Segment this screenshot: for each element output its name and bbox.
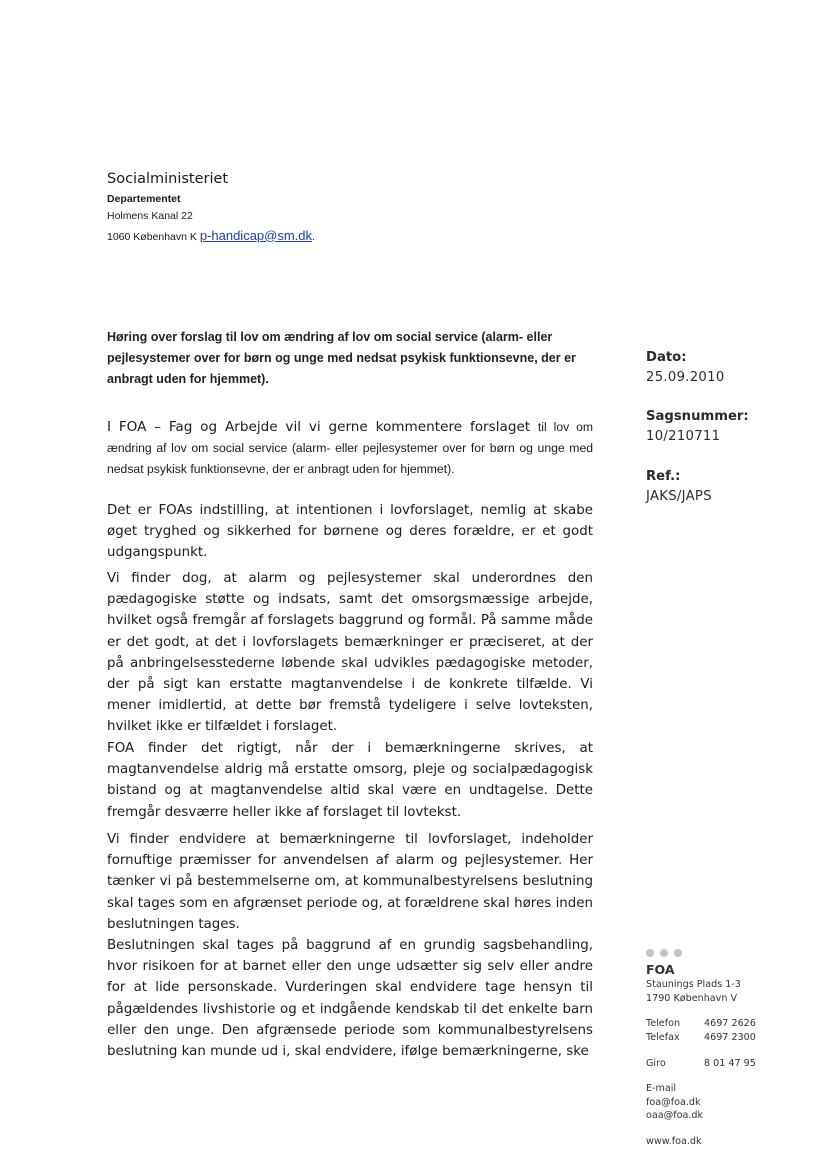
- intro-lead: I FOA – Fag og Arbejde vil vi gerne kommentere forslaget: [107, 419, 531, 435]
- reference-value: JAKS/JAPS: [646, 489, 712, 504]
- recipient-department: Departementet: [107, 192, 181, 205]
- recipient-city: 1060 København K: [107, 230, 197, 243]
- meta-date: [646, 350, 725, 385]
- meta-reference: [646, 469, 712, 504]
- date-label: Dato:: [646, 350, 687, 365]
- sender-giro: [646, 1057, 756, 1071]
- giro-label: Giro: [646, 1058, 666, 1069]
- logo-dot: [660, 949, 668, 957]
- case-number-label: Sagsnummer:: [646, 409, 749, 424]
- phone-label: Telefon: [646, 1018, 681, 1029]
- body-paragraph-4: Vi finder endvidere at bemærkningerne til lovforslaget, indeholder fornuftige præmisser for anvendelsen af alarm og pejlesystemer. Her tænker vi på bestemmelserne om, at kommunalbestyrelsens beslutning skal tages som en afgrænset periode og, at forældrene skal høres inden beslutningen tages.: [107, 832, 593, 932]
- fax-row: [646, 1031, 756, 1045]
- recipient-street: Holmens Kanal 22: [107, 210, 193, 222]
- reference-label: Ref.:: [646, 469, 681, 484]
- giro-row: [646, 1057, 756, 1071]
- email-address-1[interactable]: foa@foa.dk: [646, 1096, 701, 1108]
- body-paragraph-5: Beslutningen skal tages på baggrund af en grundig sagsbehandling, hvor risikoen for at barnet eller den unge udsætter sig selv eller andre for at lide personskade. Vurderingen skal endvidere tage hensyn til pågældendes livshistorie og et indgående kendskab til det enkelte barn eller den unge. Den afgrænsede periode som kommunalbestyrelsens beslutning kan munde ud i, skal endvidere, ifølge bemærkningerne, ske: [107, 938, 593, 1060]
- address-line-2: 1790 København V: [646, 992, 738, 1004]
- date-value: 25.09.2010: [646, 370, 725, 385]
- recipient-organization: Socialministeriet: [107, 171, 229, 187]
- letter-subject: Høring over forslag til lov om ændring af lov om social service (alarm- eller pejlesystemer over for børn og unge med nedsat psykisk funktionsevne, der er anbragt uden for hjemmet).: [107, 330, 576, 386]
- foa-logo-dots: [646, 949, 682, 957]
- fax-label: Telefax: [646, 1031, 680, 1043]
- logo-dot: [674, 949, 682, 957]
- phone-value: 4697 2626: [704, 1018, 756, 1029]
- recipient-block: [107, 172, 315, 249]
- sender-email-block: [646, 1082, 703, 1123]
- email-label: E-mail: [646, 1083, 677, 1094]
- sender-address: [646, 978, 741, 1005]
- sender-website[interactable]: www.foa.dk: [646, 1136, 702, 1147]
- address-line-1: Staunings Plads 1-3: [646, 979, 741, 990]
- case-number-value: 10/210711: [646, 429, 721, 444]
- intro-rest: til lov om ændring af lov om social service (alarm- eller pejlesystemer over for børn og unge med nedsat psykisk funktionsevne, der er anbragt uden for hjemmet).: [107, 420, 593, 477]
- intro-paragraph: [107, 417, 593, 481]
- sender-phone-block: [646, 1017, 756, 1044]
- fax-value: 4697 2300: [704, 1031, 756, 1043]
- meta-case-number: [646, 409, 749, 444]
- sender-name: FOA: [646, 962, 675, 977]
- email-address-2[interactable]: oaa@foa.dk: [646, 1110, 704, 1121]
- body-paragraph-2: Vi finder dog, at alarm og pejlesystemer skal underordnes den pædagogiske støtte og indsats, samt det omsorgsmæssige arbejde, hvilket også fremgår af forslagets baggrund og formål. På samme måde er det godt, at det i lovforslagets bemærkninger er præciseret, at der på anbringelsesstederne løbende skal udvikles pædagogiske metoder, der på sigt kan erstatte magtanvendelse i de konkrete tilfælde. Vi mener imidlertid, at dette bør fremstå tydeligere i selve lovteksten, hvilket ikke er tilfældet i forslaget.: [107, 571, 593, 735]
- recipient-email-suffix: .: [312, 230, 315, 243]
- body-paragraph-1: Det er FOAs indstilling, at intentionen i lovforslaget, nemlig at skabe øget tryghed og sikkerhed for børnene og deres forældre, er et godt udgangspunkt.: [107, 503, 593, 561]
- recipient-city-line: [107, 229, 315, 243]
- body-paragraph-3: FOA finder det rigtigt, når der i bemærkningerne skrives, at magtanvendelse aldrig må erstatte omsorg, pleje og socialpædagogisk bistand og at magtanvendelse altid skal være en undtagelse. Dette fremgår desværre heller ikke af forslaget til lovtekst.: [107, 741, 593, 820]
- recipient-email-link[interactable]: p-handicap@sm.dk: [199, 227, 313, 243]
- logo-dot: [646, 949, 654, 957]
- giro-value: 8 01 47 95: [704, 1058, 756, 1069]
- phone-row: [646, 1017, 756, 1031]
